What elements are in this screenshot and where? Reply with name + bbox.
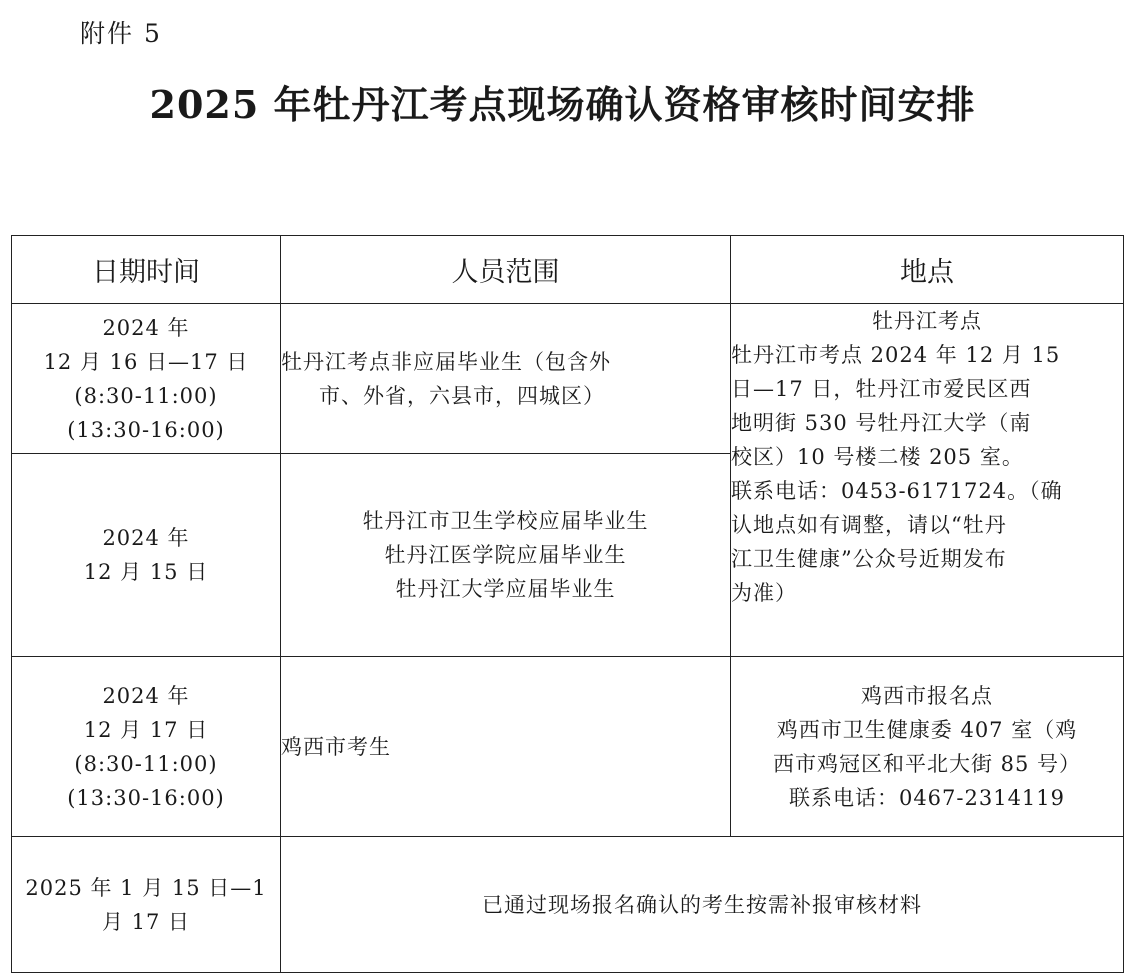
scope-line: 鸡西市考生 bbox=[281, 734, 391, 759]
location-line: 联系电话：0453-6171724。（确 bbox=[731, 479, 1063, 503]
scope-line: 市、外省，六县市，四城区） bbox=[319, 383, 605, 408]
page-title: 2025 年牡丹江考点现场确认资格审核时间安排 bbox=[149, 82, 976, 127]
location-line: 联系电话：0467-2314119 bbox=[788, 785, 1066, 810]
location-line: 西市鸡冠区和平北大街 85 号） bbox=[772, 751, 1082, 776]
schedule-table bbox=[11, 235, 1124, 973]
location-line: 日—17 日，牡丹江市爱民区西 bbox=[731, 377, 1032, 401]
location-cell-mudanjiang bbox=[731, 304, 1124, 657]
date-line: 2024 年 bbox=[102, 683, 190, 708]
scope-cell bbox=[281, 454, 731, 657]
location-line: 校区）10 号楼二楼 205 室。 bbox=[731, 445, 1024, 469]
table-row bbox=[12, 837, 1124, 973]
scope-line: 牡丹江市卫生学校应届毕业生 bbox=[362, 509, 649, 533]
table-row bbox=[12, 657, 1124, 837]
date-line: 2024 年 bbox=[102, 315, 190, 340]
table-header-row bbox=[12, 236, 1124, 304]
date-cell bbox=[12, 304, 281, 454]
date-line: 月 17 日 bbox=[101, 909, 191, 934]
date-cell bbox=[12, 837, 281, 973]
date-line: 12 月 15 日 bbox=[83, 560, 209, 584]
location-line: 认地点如有调整，请以“牡丹 bbox=[731, 513, 1007, 537]
date-line: 12 月 17 日 bbox=[83, 717, 209, 742]
date-cell bbox=[12, 657, 281, 837]
date-line: 2024 年 bbox=[102, 526, 190, 550]
scope-cell bbox=[281, 304, 731, 454]
scope-line: 牡丹江大学应届毕业生 bbox=[395, 577, 616, 601]
header-personnel-scope: 人员范围 bbox=[281, 236, 731, 304]
time-line: (8:30-11:00) bbox=[74, 751, 218, 776]
header-location: 地点 bbox=[731, 236, 1124, 304]
table-row bbox=[12, 304, 1124, 454]
date-cell bbox=[12, 454, 281, 657]
location-name: 牡丹江考点 bbox=[872, 309, 982, 333]
date-line: 12 月 16 日—17 日 bbox=[43, 349, 249, 374]
scope-cell bbox=[281, 657, 731, 837]
date-line: 2025 年 1 月 15 日—1 bbox=[25, 875, 267, 900]
attachment-label: 附件 5 bbox=[80, 19, 162, 48]
supplement-note-cell bbox=[281, 837, 1124, 973]
supplement-note: 已通过现场报名确认的考生按需补报审核材料 bbox=[482, 892, 922, 917]
time-line: (13:30-16:00) bbox=[67, 417, 225, 442]
time-line: (8:30-11:00) bbox=[74, 383, 218, 408]
location-line: 为准） bbox=[731, 581, 797, 605]
scope-line: 牡丹江考点非应届毕业生（包含外 bbox=[281, 349, 611, 374]
location-name: 鸡西市报名点 bbox=[861, 683, 993, 708]
scope-line: 牡丹江医学院应届毕业生 bbox=[384, 543, 627, 567]
location-line: 牡丹江市考点 2024 年 12 月 15 bbox=[731, 343, 1061, 367]
location-cell-jixi bbox=[731, 657, 1124, 837]
location-line: 鸡西市卫生健康委 407 室（鸡 bbox=[776, 717, 1078, 742]
location-line: 江卫生健康”公众号近期发布 bbox=[731, 547, 1007, 571]
header-date-time: 日期时间 bbox=[12, 236, 281, 304]
time-line: (13:30-16:00) bbox=[67, 785, 225, 810]
location-line: 地明街 530 号牡丹江大学（南 bbox=[731, 411, 1032, 435]
